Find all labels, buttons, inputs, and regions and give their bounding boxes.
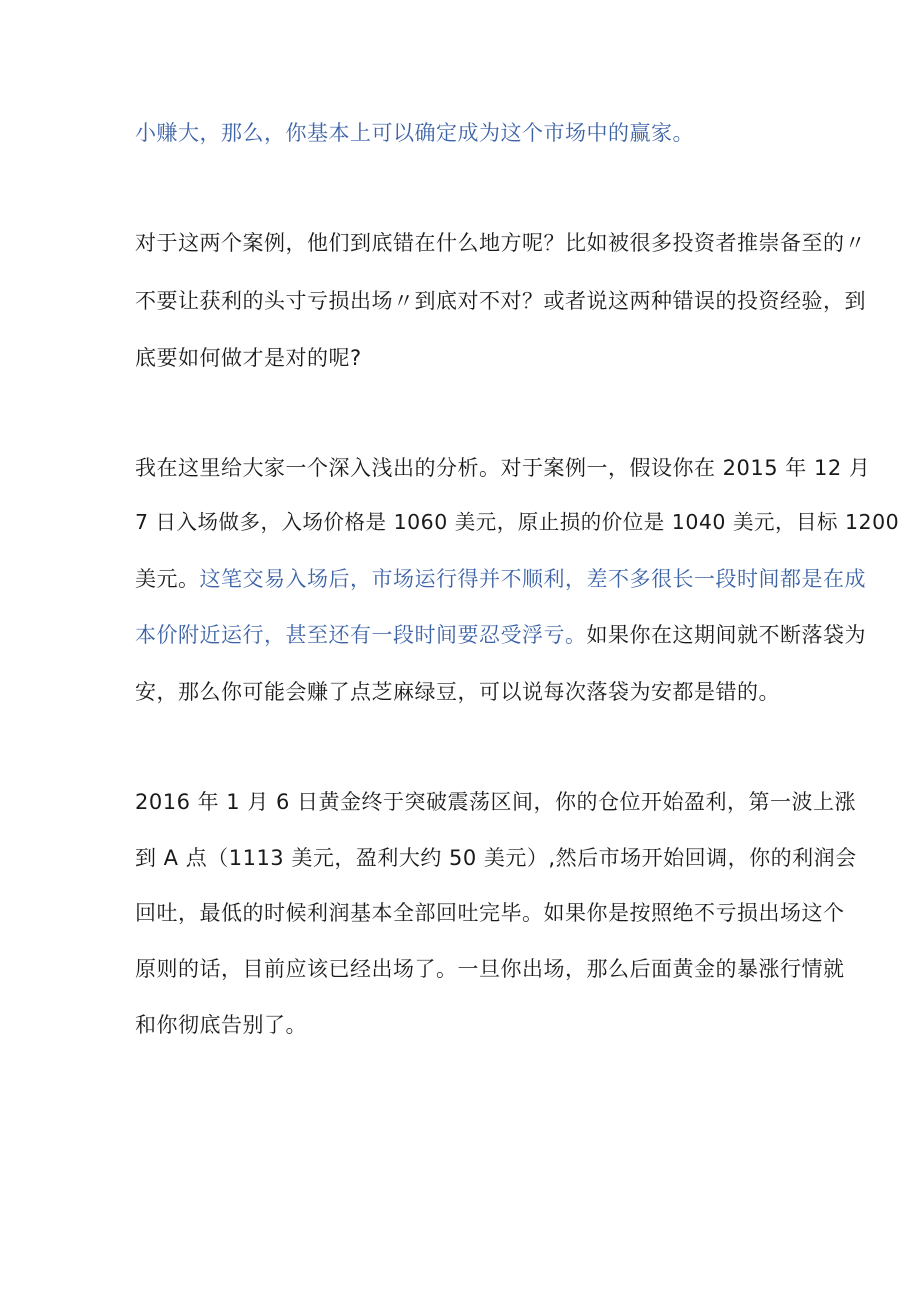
text-run: 小赚大，那么，你基本上可以确定成为这个市场中的赢家。	[135, 121, 694, 145]
paragraph-2-line-2	[135, 286, 866, 316]
text-run: 底要如何做才是对的呢?	[135, 346, 362, 370]
text-run: 到 A 点（1113 美元，盈利大约 50 美元）,然后市场开始回调，你的利润会	[135, 846, 857, 870]
paragraph-4-line-5	[135, 1010, 307, 1040]
paragraph-4-line-3	[135, 898, 845, 928]
text-run: 回吐，最低的时候利润基本全部回吐完毕。如果你是按照绝不亏损出场这个	[135, 901, 845, 925]
highlighted-text-run: 这笔交易入场后，市场运行得并不顺利，差不多很长一段时间都是在成	[199, 567, 866, 591]
text-run: 对于这两个案例，他们到底错在什么地方呢？比如被很多投资者推崇备至的〃	[135, 231, 866, 255]
paragraph-3-line-5	[135, 677, 780, 707]
paragraph-4-line-4	[135, 954, 845, 984]
paragraph-4-line-1	[135, 787, 856, 817]
paragraph-1-line-1	[135, 118, 694, 148]
text-run: 美元。	[135, 567, 200, 591]
paragraph-3-line-4	[135, 620, 866, 650]
highlighted-text-run: 本价附近运行，甚至还有一段时间要忍受浮亏。	[135, 623, 587, 647]
paragraph-4-line-2	[135, 843, 857, 873]
text-run: 安，那么你可能会赚了点芝麻绿豆，可以说每次落袋为安都是错的。	[135, 680, 780, 704]
paragraph-2-line-3	[135, 343, 362, 373]
text-run: 和你彻底告别了。	[135, 1013, 307, 1037]
text-run: 我在这里给大家一个深入浅出的分析。对于案例一，假设你在 2015 年 12 月	[135, 456, 871, 480]
text-run: 原则的话，目前应该已经出场了。一旦你出场，那么后面黄金的暴涨行情就	[135, 957, 845, 981]
paragraph-3-line-1	[135, 453, 870, 483]
text-run: 不要让获利的头寸亏损出场〃到底对不对？或者说这两种错误的投资经验，到	[135, 289, 866, 313]
text-run: 2016 年 1 月 6 日黄金终于突破震荡区间，你的仓位开始盈利，第一波上涨	[135, 790, 857, 814]
paragraph-3-line-2	[135, 507, 899, 537]
paragraph-3-line-3	[135, 564, 866, 594]
paragraph-2-line-1	[135, 228, 866, 258]
text-run: 如果你在这期间就不断落袋为	[586, 623, 866, 647]
text-run: 7 日入场做多，入场价格是 1060 美元，原止损的价位是 1040 美元，目标 1200	[135, 510, 900, 534]
